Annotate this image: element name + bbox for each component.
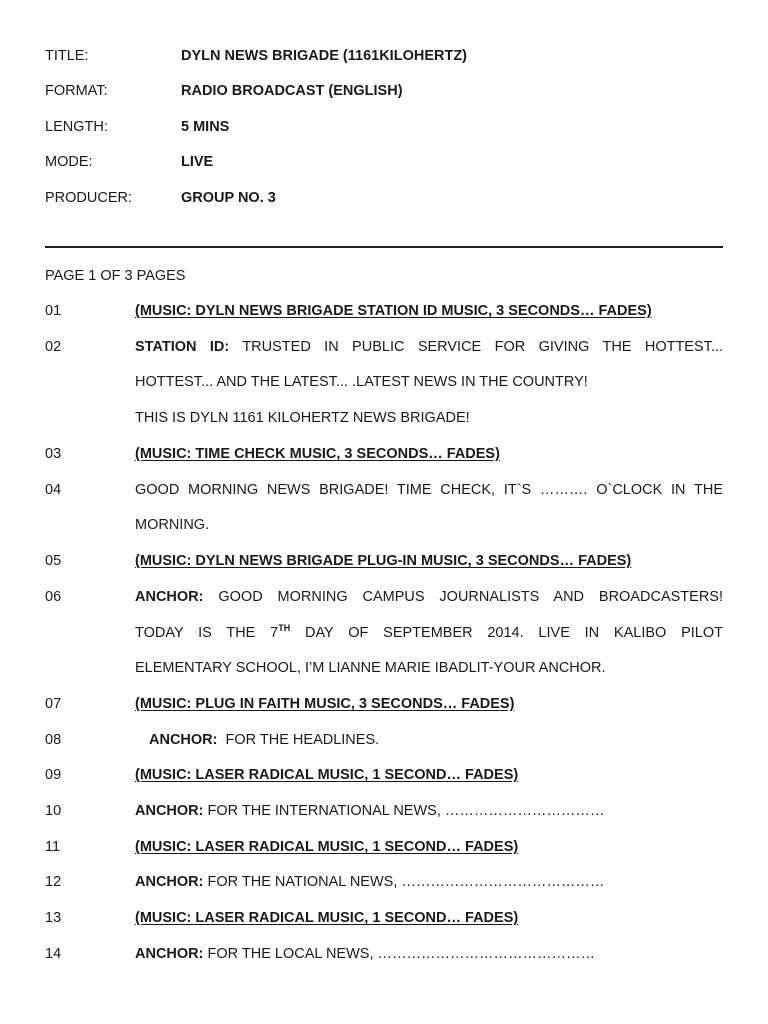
header-divider	[45, 246, 723, 248]
anchor-greeting-line-1	[135, 587, 723, 607]
line-number: 07	[45, 696, 62, 712]
script-text: FOR THE INTERNATIONAL NEWS, ……………………………	[207, 803, 605, 819]
speaker-label: ANCHOR:	[149, 732, 218, 748]
line-number: 03	[45, 446, 62, 462]
script-text: GOOD MORNING NEWS BRIGADE! TIME CHECK, IT`S ………. O`CLOCK IN THE	[135, 482, 723, 498]
music-cue: (MUSIC: DYLN NEWS BRIGADE PLUG-IN MUSIC, 3 SECONDS… FADES)	[135, 553, 632, 569]
speaker-label: STATION ID:	[135, 339, 230, 355]
station-id-line-1	[135, 337, 723, 357]
script-text: GOOD MORNING CAMPUS JOURNALISTS AND BROADCASTERS!	[218, 589, 723, 605]
line-number: 04	[45, 482, 62, 498]
anchor-greeting-line-3: ELEMENTARY SCHOOL, I’M LIANNE MARIE IBADLIT-YOUR ANCHOR.	[135, 660, 606, 676]
line-number: 02	[45, 339, 62, 355]
script-text: FOR THE NATIONAL NEWS, ……………………………………	[207, 874, 605, 890]
music-cue: (MUSIC: LASER RADICAL MUSIC, 1 SECOND… FADES)	[135, 839, 519, 855]
script-text: TRUSTED IN PUBLIC SERVICE FOR GIVING THE HOTTEST...	[242, 339, 723, 355]
speaker-label: ANCHOR:	[135, 946, 204, 962]
local-news-line	[135, 944, 723, 964]
script-text: FOR THE HEADLINES.	[225, 732, 380, 748]
title-label: TITLE:	[45, 48, 89, 64]
station-id-line-2: HOTTEST... AND THE LATEST... .LATEST NEWS IN THE COUNTRY!	[135, 374, 588, 390]
anchor-greeting-line-2	[135, 623, 723, 643]
speaker-label: ANCHOR:	[135, 589, 204, 605]
line-number: 06	[45, 589, 62, 605]
mode-label: MODE:	[45, 154, 93, 170]
script-text: FOR THE LOCAL NEWS, ………………………………………	[207, 946, 595, 962]
mode-value: LIVE	[181, 154, 214, 170]
headlines-line	[149, 730, 737, 750]
time-check-line-2: MORNING.	[135, 517, 210, 533]
station-id-line-3: THIS IS DYLN 1161 KILOHERTZ NEWS BRIGADE!	[135, 410, 470, 426]
national-news-line	[135, 872, 723, 892]
page-count: PAGE 1 OF 3 PAGES	[45, 268, 186, 284]
speaker-label: ANCHOR:	[135, 803, 204, 819]
international-news-line	[135, 801, 723, 821]
script-text: DAY OF SEPTEMBER 2014. LIVE IN KALIBO PILOT	[290, 625, 723, 641]
producer-value: GROUP NO. 3	[181, 190, 276, 206]
music-cue: (MUSIC: LASER RADICAL MUSIC, 1 SECOND… FADES)	[135, 910, 519, 926]
speaker-label: ANCHOR:	[135, 874, 204, 890]
line-number: 08	[45, 732, 62, 748]
line-number: 01	[45, 303, 62, 319]
format-label: FORMAT:	[45, 83, 108, 99]
music-cue: (MUSIC: PLUG IN FAITH MUSIC, 3 SECONDS… FADES)	[135, 696, 515, 712]
line-number: 05	[45, 553, 62, 569]
length-label: LENGTH:	[45, 119, 108, 135]
title-value: DYLN NEWS BRIGADE (1161KILOHERTZ)	[181, 48, 467, 64]
music-cue: (MUSIC: DYLN NEWS BRIGADE STATION ID MUSIC, 3 SECONDS… FADES)	[135, 303, 652, 319]
line-number: 09	[45, 767, 62, 783]
line-number: 10	[45, 803, 62, 819]
format-value: RADIO BROADCAST (ENGLISH)	[181, 83, 403, 99]
length-value: 5 MINS	[181, 119, 230, 135]
producer-label: PRODUCER:	[45, 190, 133, 206]
time-check-line-1	[135, 480, 723, 500]
line-number: 12	[45, 874, 62, 890]
music-cue: (MUSIC: TIME CHECK MUSIC, 3 SECONDS… FADES)	[135, 446, 500, 462]
line-number: 14	[45, 946, 62, 962]
line-number: 11	[45, 839, 61, 855]
music-cue: (MUSIC: LASER RADICAL MUSIC, 1 SECOND… FADES)	[135, 767, 519, 783]
ordinal-suffix: TH	[278, 623, 291, 634]
line-number: 13	[45, 910, 62, 926]
script-text: TODAY IS THE 7	[135, 625, 279, 641]
